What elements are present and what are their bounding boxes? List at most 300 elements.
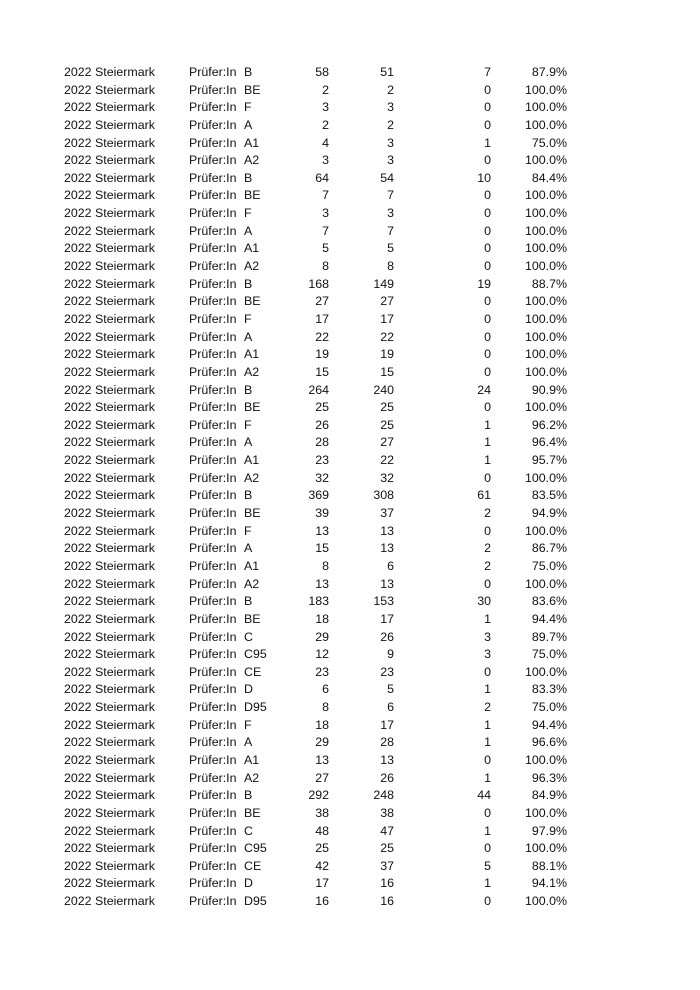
total-count-cell: 18	[315, 611, 329, 626]
passed-count-cell: 248	[373, 788, 394, 803]
examiner-role-cell: Prüfer:In	[189, 100, 237, 115]
table-row	[0, 64, 700, 82]
pass-rate-cell: 84.4%	[531, 170, 567, 185]
table-row	[0, 558, 700, 576]
region-year-cell: 2022 Steiermark	[64, 541, 155, 556]
passed-count-cell: 26	[380, 629, 394, 644]
passed-count-cell: 47	[380, 823, 394, 838]
region-year-cell: 2022 Steiermark	[64, 329, 155, 344]
total-count-cell: 19	[315, 347, 329, 362]
region-year-cell: 2022 Steiermark	[64, 276, 155, 291]
passed-count-cell: 2	[387, 82, 394, 97]
region-year-cell: 2022 Steiermark	[64, 188, 155, 203]
passed-count-cell: 26	[380, 770, 394, 785]
table-row	[0, 681, 700, 699]
passed-count-cell: 9	[387, 647, 394, 662]
total-count-cell: 23	[315, 664, 329, 679]
failed-count-cell: 24	[477, 382, 491, 397]
failed-count-cell: 0	[484, 117, 491, 132]
region-year-cell: 2022 Steiermark	[64, 629, 155, 644]
license-class-cell: B	[244, 594, 253, 609]
examiner-role-cell: Prüfer:In	[189, 752, 237, 767]
passed-count-cell: 17	[380, 611, 394, 626]
examiner-role-cell: Prüfer:In	[189, 364, 237, 379]
license-class-cell: A	[244, 541, 253, 556]
pass-rate-cell: 87.9%	[531, 65, 567, 79]
pass-rate-cell: 100.0%	[524, 117, 567, 132]
table-row	[0, 117, 700, 135]
total-count-cell: 15	[315, 364, 329, 379]
total-count-cell: 13	[315, 523, 329, 538]
examiner-role-cell: Prüfer:In	[189, 682, 237, 697]
pass-rate-cell: 100.0%	[524, 206, 567, 221]
total-count-cell: 15	[315, 541, 329, 556]
pass-rate-cell: 100.0%	[524, 400, 567, 415]
total-count-cell: 8	[322, 558, 329, 573]
failed-count-cell: 2	[484, 541, 491, 556]
failed-count-cell: 0	[484, 523, 491, 538]
failed-count-cell: 0	[484, 329, 491, 344]
passed-count-cell: 13	[380, 576, 394, 591]
pass-rate-cell: 100.0%	[524, 153, 567, 168]
pass-rate-cell: 96.3%	[531, 770, 567, 785]
pass-rate-cell: 96.4%	[531, 435, 567, 450]
table-row	[0, 152, 700, 170]
region-year-cell: 2022 Steiermark	[64, 841, 155, 856]
total-count-cell: 13	[315, 576, 329, 591]
table-row	[0, 505, 700, 523]
total-count-cell: 168	[308, 276, 329, 291]
passed-count-cell: 16	[380, 876, 394, 891]
license-class-cell: BE	[244, 400, 261, 415]
examiner-role-cell: Prüfer:In	[189, 435, 237, 450]
passed-count-cell: 25	[380, 841, 394, 856]
region-year-cell: 2022 Steiermark	[64, 100, 155, 115]
passed-count-cell: 22	[380, 329, 394, 344]
passed-count-cell: 17	[380, 717, 394, 732]
examiner-role-cell: Prüfer:In	[189, 664, 237, 679]
table-row	[0, 82, 700, 100]
examiner-role-cell: Prüfer:In	[189, 294, 237, 309]
failed-count-cell: 0	[484, 223, 491, 238]
passed-count-cell: 3	[387, 153, 394, 168]
failed-count-cell: 0	[484, 752, 491, 767]
pass-rate-cell: 75.0%	[531, 558, 567, 573]
total-count-cell: 29	[315, 735, 329, 750]
pass-rate-cell: 100.0%	[524, 329, 567, 344]
table-row	[0, 311, 700, 329]
region-year-cell: 2022 Steiermark	[64, 153, 155, 168]
failed-count-cell: 0	[484, 576, 491, 591]
examiner-role-cell: Prüfer:In	[189, 611, 237, 626]
pass-rate-cell: 96.2%	[531, 417, 567, 432]
license-class-cell: A1	[244, 453, 260, 468]
table-row	[0, 135, 700, 153]
license-class-cell: BE	[244, 82, 261, 97]
license-class-cell: A2	[244, 576, 260, 591]
license-class-cell: B	[244, 170, 253, 185]
passed-count-cell: 16	[380, 894, 394, 909]
license-class-cell: BE	[244, 294, 261, 309]
examiner-role-cell: Prüfer:In	[189, 400, 237, 415]
table-row	[0, 434, 700, 452]
failed-count-cell: 0	[484, 153, 491, 168]
passed-count-cell: 38	[380, 805, 394, 820]
failed-count-cell: 1	[484, 135, 491, 150]
passed-count-cell: 7	[387, 223, 394, 238]
examiner-role-cell: Prüfer:In	[189, 188, 237, 203]
region-year-cell: 2022 Steiermark	[64, 735, 155, 750]
failed-count-cell: 10	[477, 170, 491, 185]
examiner-role-cell: Prüfer:In	[189, 805, 237, 820]
table-row	[0, 593, 700, 611]
examiner-role-cell: Prüfer:In	[189, 700, 237, 715]
license-class-cell: F	[244, 523, 252, 538]
examiner-role-cell: Prüfer:In	[189, 876, 237, 891]
license-class-cell: A2	[244, 470, 260, 485]
examiner-role-cell: Prüfer:In	[189, 223, 237, 238]
region-year-cell: 2022 Steiermark	[64, 259, 155, 274]
license-class-cell: BE	[244, 805, 261, 820]
passed-count-cell: 28	[380, 735, 394, 750]
failed-count-cell: 30	[477, 594, 491, 609]
license-class-cell: D	[244, 682, 253, 697]
pass-rate-cell: 100.0%	[524, 311, 567, 326]
passed-count-cell: 13	[380, 523, 394, 538]
total-count-cell: 27	[315, 770, 329, 785]
table-row	[0, 540, 700, 558]
failed-count-cell: 5	[484, 858, 491, 873]
license-class-cell: C95	[244, 841, 267, 856]
table-row	[0, 276, 700, 294]
total-count-cell: 3	[322, 206, 329, 221]
license-class-cell: F	[244, 417, 252, 432]
license-class-cell: C	[244, 629, 253, 644]
passed-count-cell: 5	[387, 241, 394, 256]
passed-count-cell: 3	[387, 100, 394, 115]
total-count-cell: 27	[315, 294, 329, 309]
region-year-cell: 2022 Steiermark	[64, 594, 155, 609]
pass-rate-cell: 100.0%	[524, 82, 567, 97]
table-row	[0, 752, 700, 770]
total-count-cell: 3	[322, 153, 329, 168]
failed-count-cell: 7	[484, 65, 491, 79]
license-class-cell: B	[244, 65, 253, 79]
region-year-cell: 2022 Steiermark	[64, 506, 155, 521]
region-year-cell: 2022 Steiermark	[64, 135, 155, 150]
examiner-role-cell: Prüfer:In	[189, 506, 237, 521]
license-class-cell: CE	[244, 664, 262, 679]
pass-rate-cell: 100.0%	[524, 241, 567, 256]
failed-count-cell: 0	[484, 241, 491, 256]
pass-rate-cell: 100.0%	[524, 805, 567, 820]
license-class-cell: B	[244, 382, 253, 397]
failed-count-cell: 61	[477, 488, 491, 503]
passed-count-cell: 2	[387, 117, 394, 132]
region-year-cell: 2022 Steiermark	[64, 488, 155, 503]
license-class-cell: A1	[244, 558, 260, 573]
examiner-role-cell: Prüfer:In	[189, 488, 237, 503]
license-class-cell: BE	[244, 611, 261, 626]
table-row	[0, 858, 700, 876]
total-count-cell: 29	[315, 629, 329, 644]
pass-rate-cell: 88.7%	[531, 276, 567, 291]
region-year-cell: 2022 Steiermark	[64, 823, 155, 838]
total-count-cell: 7	[322, 223, 329, 238]
failed-count-cell: 1	[484, 735, 491, 750]
failed-count-cell: 0	[484, 400, 491, 415]
examiner-role-cell: Prüfer:In	[189, 629, 237, 644]
table-row	[0, 346, 700, 364]
passed-count-cell: 54	[380, 170, 394, 185]
region-year-cell: 2022 Steiermark	[64, 382, 155, 397]
license-class-cell: D95	[244, 894, 267, 909]
examiner-role-cell: Prüfer:In	[189, 594, 237, 609]
passed-count-cell: 32	[380, 470, 394, 485]
license-class-cell: A2	[244, 770, 260, 785]
license-class-cell: F	[244, 206, 252, 221]
failed-count-cell: 0	[484, 894, 491, 909]
pass-rate-cell: 75.0%	[531, 647, 567, 662]
table-row	[0, 293, 700, 311]
passed-count-cell: 149	[373, 276, 394, 291]
failed-count-cell: 0	[484, 188, 491, 203]
failed-count-cell: 2	[484, 506, 491, 521]
table-row	[0, 382, 700, 400]
license-class-cell: A	[244, 435, 253, 450]
examiner-role-cell: Prüfer:In	[189, 417, 237, 432]
passed-count-cell: 22	[380, 453, 394, 468]
pass-rate-cell: 90.9%	[531, 382, 567, 397]
pass-rate-cell: 100.0%	[524, 294, 567, 309]
region-year-cell: 2022 Steiermark	[64, 523, 155, 538]
region-year-cell: 2022 Steiermark	[64, 241, 155, 256]
failed-count-cell: 0	[484, 206, 491, 221]
license-class-cell: D	[244, 876, 253, 891]
table-row	[0, 576, 700, 594]
pass-rate-cell: 75.0%	[531, 700, 567, 715]
table-row	[0, 523, 700, 541]
table-row	[0, 805, 700, 823]
pass-rate-cell: 100.0%	[524, 470, 567, 485]
passed-count-cell: 27	[380, 294, 394, 309]
table-row	[0, 240, 700, 258]
passed-count-cell: 6	[387, 558, 394, 573]
total-count-cell: 2	[322, 117, 329, 132]
passed-count-cell: 7	[387, 188, 394, 203]
passed-count-cell: 51	[380, 65, 394, 79]
total-count-cell: 32	[315, 470, 329, 485]
region-year-cell: 2022 Steiermark	[64, 647, 155, 662]
examiner-role-cell: Prüfer:In	[189, 117, 237, 132]
region-year-cell: 2022 Steiermark	[64, 294, 155, 309]
license-class-cell: BE	[244, 188, 261, 203]
total-count-cell: 22	[315, 329, 329, 344]
table-row	[0, 99, 700, 117]
passed-count-cell: 3	[387, 135, 394, 150]
table-row	[0, 734, 700, 752]
examiner-role-cell: Prüfer:In	[189, 858, 237, 873]
examiner-role-cell: Prüfer:In	[189, 541, 237, 556]
pass-rate-cell: 75.0%	[531, 135, 567, 150]
region-year-cell: 2022 Steiermark	[64, 170, 155, 185]
pass-rate-cell: 100.0%	[524, 894, 567, 909]
examiner-role-cell: Prüfer:In	[189, 717, 237, 732]
license-class-cell: A	[244, 117, 253, 132]
table-row	[0, 329, 700, 347]
region-year-cell: 2022 Steiermark	[64, 682, 155, 697]
examiner-role-cell: Prüfer:In	[189, 823, 237, 838]
examiner-role-cell: Prüfer:In	[189, 241, 237, 256]
region-year-cell: 2022 Steiermark	[64, 65, 155, 79]
region-year-cell: 2022 Steiermark	[64, 117, 155, 132]
region-year-cell: 2022 Steiermark	[64, 470, 155, 485]
failed-count-cell: 1	[484, 770, 491, 785]
examiner-role-cell: Prüfer:In	[189, 470, 237, 485]
passed-count-cell: 308	[373, 488, 394, 503]
total-count-cell: 64	[315, 170, 329, 185]
failed-count-cell: 0	[484, 841, 491, 856]
region-year-cell: 2022 Steiermark	[64, 558, 155, 573]
license-class-cell: A2	[244, 153, 260, 168]
examiner-role-cell: Prüfer:In	[189, 894, 237, 909]
total-count-cell: 264	[308, 382, 329, 397]
table-row	[0, 187, 700, 205]
license-class-cell: A	[244, 735, 253, 750]
pass-rate-cell: 100.0%	[524, 364, 567, 379]
table-row	[0, 699, 700, 717]
examiner-role-cell: Prüfer:In	[189, 788, 237, 803]
failed-count-cell: 0	[484, 100, 491, 115]
region-year-cell: 2022 Steiermark	[64, 206, 155, 221]
license-class-cell: F	[244, 717, 252, 732]
license-class-cell: A1	[244, 347, 260, 362]
examiner-role-cell: Prüfer:In	[189, 135, 237, 150]
total-count-cell: 292	[308, 788, 329, 803]
failed-count-cell: 0	[484, 311, 491, 326]
examiner-role-cell: Prüfer:In	[189, 647, 237, 662]
failed-count-cell: 1	[484, 682, 491, 697]
pass-rate-cell: 100.0%	[524, 523, 567, 538]
examiner-role-cell: Prüfer:In	[189, 735, 237, 750]
failed-count-cell: 1	[484, 417, 491, 432]
license-class-cell: CE	[244, 858, 262, 873]
pass-rate-cell: 100.0%	[524, 841, 567, 856]
pass-rate-cell: 100.0%	[524, 223, 567, 238]
failed-count-cell: 1	[484, 717, 491, 732]
total-count-cell: 48	[315, 823, 329, 838]
table-row	[0, 770, 700, 788]
passed-count-cell: 240	[373, 382, 394, 397]
passed-count-cell: 37	[380, 858, 394, 873]
table-row	[0, 893, 700, 911]
total-count-cell: 7	[322, 188, 329, 203]
passed-count-cell: 13	[380, 541, 394, 556]
total-count-cell: 17	[315, 876, 329, 891]
region-year-cell: 2022 Steiermark	[64, 700, 155, 715]
examiner-role-cell: Prüfer:In	[189, 276, 237, 291]
examiner-role-cell: Prüfer:In	[189, 329, 237, 344]
region-year-cell: 2022 Steiermark	[64, 347, 155, 362]
failed-count-cell: 1	[484, 823, 491, 838]
license-class-cell: C	[244, 823, 253, 838]
pass-rate-cell: 89.7%	[531, 629, 567, 644]
pass-rate-cell: 96.6%	[531, 735, 567, 750]
examiner-role-cell: Prüfer:In	[189, 259, 237, 274]
license-class-cell: A	[244, 329, 253, 344]
license-class-cell: A2	[244, 259, 260, 274]
total-count-cell: 4	[322, 135, 329, 150]
region-year-cell: 2022 Steiermark	[64, 311, 155, 326]
total-count-cell: 13	[315, 752, 329, 767]
table-row	[0, 664, 700, 682]
total-count-cell: 12	[315, 647, 329, 662]
examiner-role-cell: Prüfer:In	[189, 82, 237, 97]
table-row	[0, 611, 700, 629]
failed-count-cell: 2	[484, 700, 491, 715]
pass-rate-cell: 94.4%	[531, 611, 567, 626]
pass-rate-cell: 100.0%	[524, 664, 567, 679]
examiner-role-cell: Prüfer:In	[189, 65, 237, 79]
pass-rate-cell: 84.9%	[531, 788, 567, 803]
region-year-cell: 2022 Steiermark	[64, 664, 155, 679]
examiner-role-cell: Prüfer:In	[189, 841, 237, 856]
failed-count-cell: 44	[477, 788, 491, 803]
pass-rate-cell: 100.0%	[524, 576, 567, 591]
total-count-cell: 18	[315, 717, 329, 732]
total-count-cell: 5	[322, 241, 329, 256]
license-class-cell: C95	[244, 647, 267, 662]
failed-count-cell: 0	[484, 470, 491, 485]
license-class-cell: BE	[244, 506, 261, 521]
table-row	[0, 787, 700, 805]
passed-count-cell: 13	[380, 752, 394, 767]
region-year-cell: 2022 Steiermark	[64, 858, 155, 873]
region-year-cell: 2022 Steiermark	[64, 453, 155, 468]
total-count-cell: 16	[315, 894, 329, 909]
passed-count-cell: 3	[387, 206, 394, 221]
total-count-cell: 25	[315, 400, 329, 415]
pass-rate-cell: 83.5%	[531, 488, 567, 503]
pass-rate-cell: 100.0%	[524, 188, 567, 203]
table-row	[0, 399, 700, 417]
passed-count-cell: 17	[380, 311, 394, 326]
table-row	[0, 258, 700, 276]
failed-count-cell: 0	[484, 259, 491, 274]
table-row	[0, 646, 700, 664]
license-class-cell: A	[244, 223, 253, 238]
examiner-role-cell: Prüfer:In	[189, 206, 237, 221]
license-class-cell: D95	[244, 700, 267, 715]
passed-count-cell: 5	[387, 682, 394, 697]
pass-rate-cell: 94.9%	[531, 506, 567, 521]
pass-rate-cell: 83.3%	[531, 682, 567, 697]
passed-count-cell: 25	[380, 417, 394, 432]
examiner-role-cell: Prüfer:In	[189, 558, 237, 573]
region-year-cell: 2022 Steiermark	[64, 876, 155, 891]
passed-count-cell: 27	[380, 435, 394, 450]
table-row	[0, 417, 700, 435]
examiner-role-cell: Prüfer:In	[189, 453, 237, 468]
pass-rate-cell: 100.0%	[524, 100, 567, 115]
failed-count-cell: 3	[484, 629, 491, 644]
failed-count-cell: 19	[477, 276, 491, 291]
passed-count-cell: 6	[387, 700, 394, 715]
license-class-cell: A1	[244, 135, 260, 150]
total-count-cell: 23	[315, 453, 329, 468]
passed-count-cell: 19	[380, 347, 394, 362]
passed-count-cell: 25	[380, 400, 394, 415]
